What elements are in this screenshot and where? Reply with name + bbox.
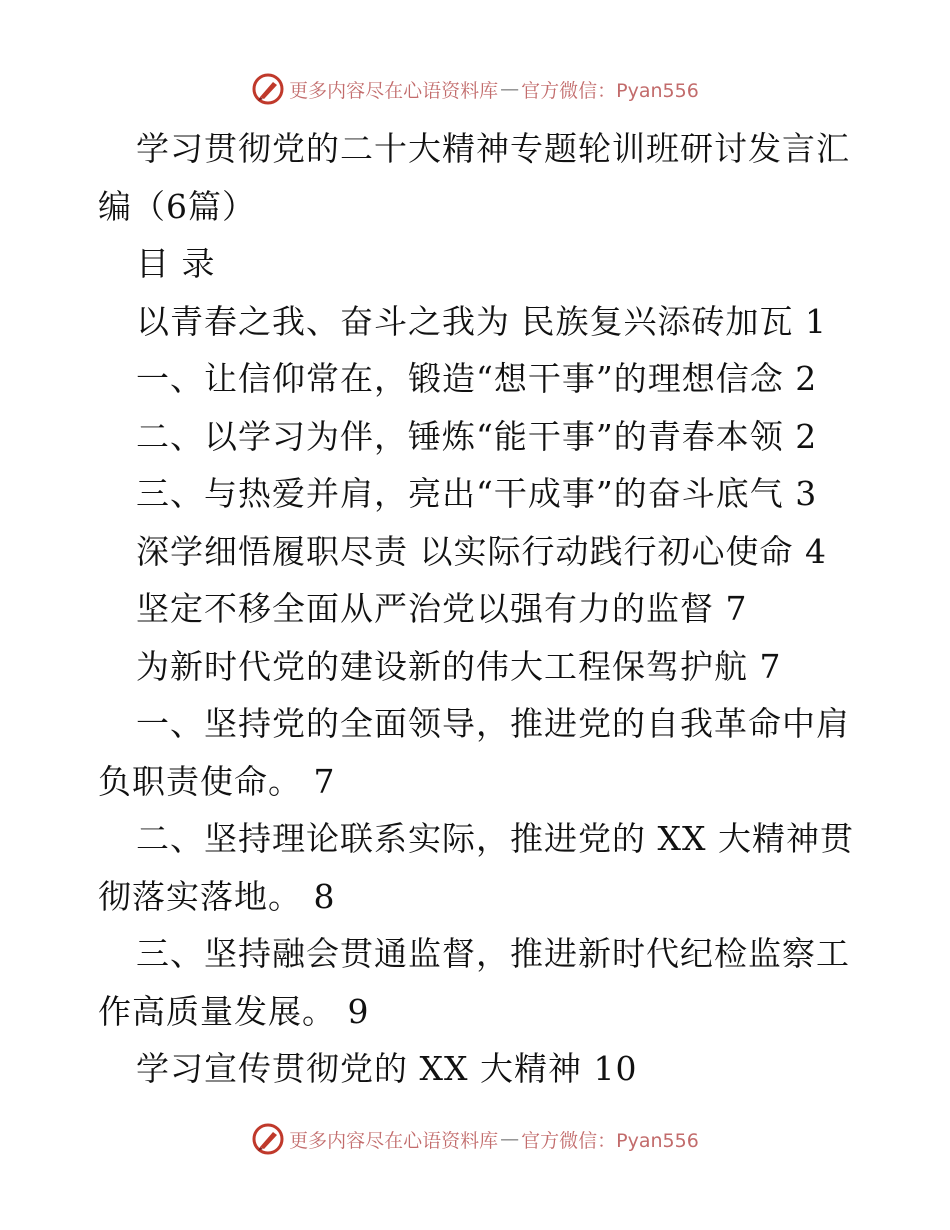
toc-entry: 三、坚持融会贯通监督，推进新时代纪检监察工作高质量发展。 9	[98, 934, 850, 1031]
watermark-text: 更多内容尽在心语资料库	[289, 79, 499, 102]
watermark-separator: —	[500, 78, 520, 100]
toc-entry: 三、与热爱并肩，亮出“干成事”的奋斗底气 3	[136, 474, 818, 513]
toc-entry: 以青春之我、奋斗之我为 民族复兴添砖加瓦 1	[136, 301, 827, 341]
toc-entry: 一、坚持党的全面领导，推进党的自我革命中肩负职责使命。 7	[98, 704, 850, 801]
watermark-contact: 官方微信：Pyan556	[521, 1129, 699, 1152]
toc-entry: 坚定不移全面从严治党以强有力的监督 7	[136, 589, 748, 628]
header-watermark	[0, 72, 950, 106]
toc-heading: 目 录	[136, 244, 216, 283]
document-title: 学习贯彻党的二十大精神专题轮训班研讨发言汇编（6篇）	[98, 129, 850, 226]
toc-entry: 为新时代党的建设新的伟大工程保驾护航 7	[136, 646, 782, 686]
toc-entry: 一、让信仰常在，锻造“想干事”的理想信念 2	[136, 359, 818, 398]
toc-entry: 学习宣传贯彻党的 XX 大精神 10	[136, 1049, 638, 1088]
toc-entry: 二、坚持理论联系实际，推进党的 XX 大精神贯彻落实落地。 8	[98, 819, 854, 916]
pen-logo-icon	[251, 1122, 285, 1156]
footer-watermark	[0, 1122, 950, 1156]
watermark-contact: 官方微信：Pyan556	[521, 79, 699, 102]
document-body	[98, 120, 858, 1098]
toc-entry: 二、以学习为伴，锤炼“能干事”的青春本领 2	[136, 416, 818, 456]
watermark-separator: —	[500, 1128, 520, 1150]
pen-logo-icon	[251, 72, 285, 106]
toc-entry: 深学细悟履职尽责 以实际行动践行初心使命 4	[136, 531, 827, 571]
watermark-text: 更多内容尽在心语资料库	[289, 1129, 499, 1152]
